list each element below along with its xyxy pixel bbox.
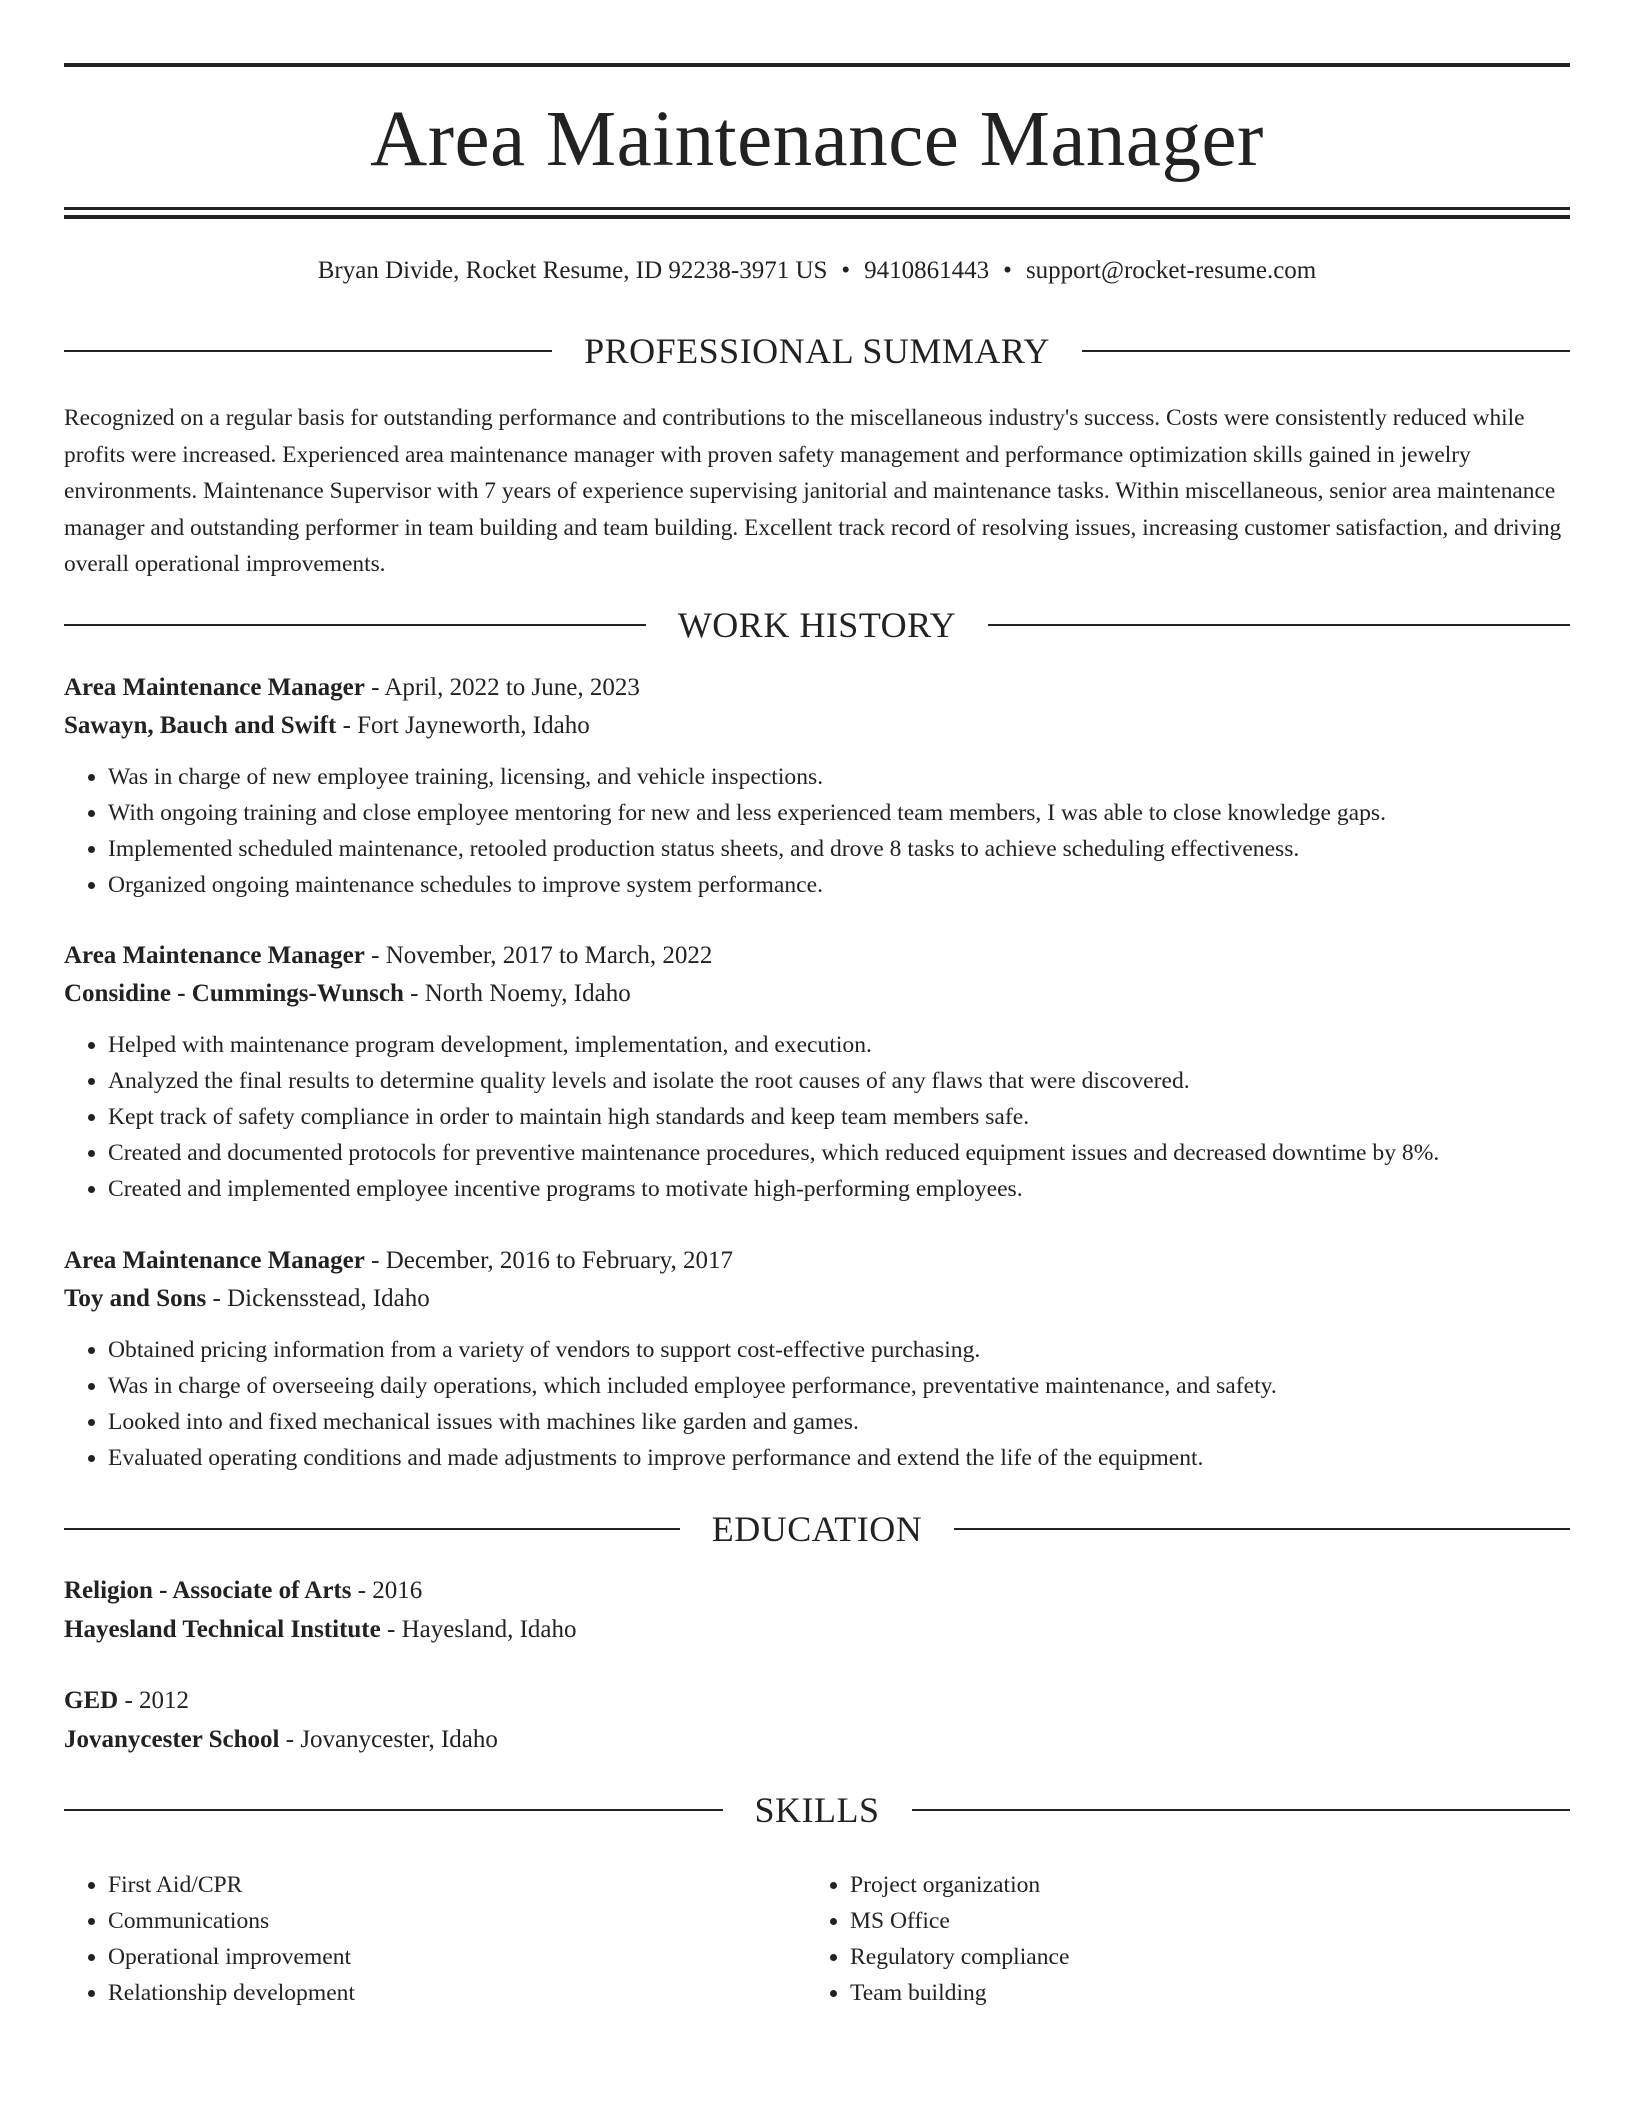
job-entry bbox=[64, 1242, 1570, 1476]
skill-item: • MS Office bbox=[850, 1903, 1069, 1939]
header-top-rule bbox=[64, 63, 1570, 67]
section-title: SKILLS bbox=[754, 1790, 880, 1830]
job-entry bbox=[64, 669, 1570, 903]
job-location: Dickensstead, Idaho bbox=[227, 1285, 430, 1312]
education-school-line: Jovanycester School - Jovanycester, Idaho bbox=[64, 1726, 498, 1753]
job-company: Sawayn, Bauch and Swift bbox=[64, 712, 337, 739]
job-company-line: Considine - Cummings-Wunsch - North Noemy, Idaho bbox=[64, 980, 631, 1007]
contact-line bbox=[64, 254, 1570, 288]
job-title-line: Area Maintenance Manager - December, 2016 to February, 2017 bbox=[64, 1247, 733, 1274]
summary-paragraph: Recognized on a regular basis for outstanding performance and contributions to the miscellaneous industry's success. Costs were consistently reduced while profits were increased. Experienced area maintenance manager with proven safety management and performance optimization skills gained in jewelry environments. Maintenance Supervisor with 7 years of experience supervising janitorial and maintenance tasks. Within miscellaneous, senior area maintenance manager and outstanding performer in team building and team building. Excellent track record of resolving issues, increasing customer satisfaction, and driving overall operational improvements. bbox=[64, 405, 1562, 577]
education-entry bbox=[64, 1681, 1570, 1759]
section-rule-right bbox=[912, 1809, 1571, 1811]
education-year: 2012 bbox=[139, 1687, 190, 1714]
education-school-line: Hayesland Technical Institute - Hayesland, Idaho bbox=[64, 1616, 577, 1643]
education-school: Hayesland Technical Institute bbox=[64, 1616, 381, 1643]
job-bullet: • Looked into and fixed mechanical issues with machines like garden and games. bbox=[108, 1404, 1570, 1440]
job-bullet: • Created and documented protocols for preventive maintenance procedures, which reduced equipment issues and decreased downtime by 8%. bbox=[108, 1135, 1570, 1171]
job-bullets bbox=[64, 759, 1570, 903]
job-dates: November, 2017 to March, 2022 bbox=[385, 942, 713, 969]
section-title: WORK HISTORY bbox=[677, 605, 957, 645]
skill-item: • Regulatory compliance bbox=[850, 1939, 1069, 1975]
job-bullets bbox=[64, 1027, 1570, 1207]
header-bottom-rule-second bbox=[64, 215, 1570, 219]
job-bullet: • Helped with maintenance program development, implementation, and execution. bbox=[108, 1027, 1570, 1063]
skills-list-right bbox=[806, 1867, 1069, 2011]
header-bottom-rule bbox=[64, 207, 1570, 210]
section-rule-right bbox=[954, 1528, 1570, 1530]
job-bullet: • Obtained pricing information from a variety of vendors to support cost-effective purchasing. bbox=[108, 1332, 1570, 1368]
job-bullet: • With ongoing training and close employee mentoring for new and less experienced team members, I was able to close knowledge gaps. bbox=[108, 795, 1570, 831]
contact-phone: 9410861443 bbox=[864, 257, 990, 284]
job-bullet: • Created and implemented employee incentive programs to motivate high-performing employees. bbox=[108, 1171, 1570, 1207]
section-heading-work-history bbox=[64, 603, 1570, 647]
job-dates: April, 2022 to June, 2023 bbox=[384, 674, 640, 701]
job-bullet: • Kept track of safety compliance in order to maintain high standards and keep team members safe. bbox=[108, 1099, 1570, 1135]
job-bullet: • Evaluated operating conditions and made adjustments to improve performance and extend the life of the equipment. bbox=[108, 1440, 1570, 1476]
job-title: Area Maintenance Manager bbox=[64, 674, 365, 701]
job-bullet: • Was in charge of overseeing daily operations, which included employee performance, preventative maintenance, and safety. bbox=[108, 1368, 1570, 1404]
job-bullet: • Analyzed the final results to determine quality levels and isolate the root causes of any flaws that were discovered. bbox=[108, 1063, 1570, 1099]
education-entry bbox=[64, 1571, 1570, 1649]
skill-item: • First Aid/CPR bbox=[108, 1867, 355, 1903]
job-bullet: • Was in charge of new employee training, licensing, and vehicle inspections. bbox=[108, 759, 1570, 795]
section-heading-summary bbox=[64, 329, 1570, 373]
job-title: Area Maintenance Manager bbox=[64, 1247, 365, 1274]
job-location: North Noemy, Idaho bbox=[424, 980, 631, 1007]
education-degree: GED bbox=[64, 1687, 119, 1714]
education-location: Hayesland, Idaho bbox=[401, 1616, 577, 1643]
education-school: Jovanycester School bbox=[64, 1726, 280, 1753]
section-rule-left bbox=[64, 1809, 723, 1811]
section-title: EDUCATION bbox=[711, 1509, 923, 1549]
education-degree-line: Religion - Associate of Arts - 2016 bbox=[64, 1577, 423, 1604]
contact-separator: • bbox=[1003, 257, 1012, 284]
section-heading-education bbox=[64, 1507, 1570, 1551]
section-heading-skills bbox=[64, 1788, 1570, 1832]
job-company-line: Sawayn, Bauch and Swift - Fort Jayneworth, Idaho bbox=[64, 712, 590, 739]
section-rule-right bbox=[1082, 350, 1570, 352]
job-bullet: • Implemented scheduled maintenance, retooled production status sheets, and drove 8 tasks to achieve scheduling effectiveness. bbox=[108, 831, 1570, 867]
job-bullet: • Organized ongoing maintenance schedules to improve system performance. bbox=[108, 867, 1570, 903]
job-title-line: Area Maintenance Manager - November, 2017 to March, 2022 bbox=[64, 942, 713, 969]
education-year: 2016 bbox=[372, 1577, 423, 1604]
skill-item: • Team building bbox=[850, 1975, 1069, 2011]
section-rule-left bbox=[64, 624, 646, 626]
skill-item: • Communications bbox=[108, 1903, 355, 1939]
job-location: Fort Jayneworth, Idaho bbox=[357, 712, 590, 739]
contact-separator: • bbox=[841, 257, 851, 284]
education-degree-line: GED - 2012 bbox=[64, 1687, 190, 1714]
job-company: Considine - Cummings-Wunsch bbox=[64, 980, 404, 1007]
contact-address: Bryan Divide, Rocket Resume, ID 92238-3971 US bbox=[317, 257, 828, 284]
job-entry bbox=[64, 937, 1570, 1207]
contact-email: support@rocket-resume.com bbox=[1025, 257, 1317, 284]
section-title: PROFESSIONAL SUMMARY bbox=[584, 331, 1050, 371]
skill-item: • Project organization bbox=[850, 1867, 1069, 1903]
education-location: Jovanycester, Idaho bbox=[300, 1726, 498, 1753]
education-degree: Religion - Associate of Arts bbox=[64, 1577, 352, 1604]
job-title: Area Maintenance Manager bbox=[64, 942, 365, 969]
job-dates: December, 2016 to February, 2017 bbox=[385, 1247, 733, 1274]
skills-list-left bbox=[64, 1867, 355, 2011]
section-rule-right bbox=[988, 624, 1570, 626]
job-title-line: Area Maintenance Manager - April, 2022 to June, 2023 bbox=[64, 674, 640, 701]
job-company: Toy and Sons bbox=[64, 1285, 207, 1312]
job-company-line: Toy and Sons - Dickensstead, Idaho bbox=[64, 1285, 430, 1312]
section-rule-left bbox=[64, 1528, 680, 1530]
skill-item: • Relationship development bbox=[108, 1975, 355, 2011]
job-bullets bbox=[64, 1332, 1570, 1476]
resume-title: Area Maintenance Manager bbox=[370, 96, 1264, 183]
skill-item: • Operational improvement bbox=[108, 1939, 355, 1975]
section-rule-left bbox=[64, 350, 552, 352]
